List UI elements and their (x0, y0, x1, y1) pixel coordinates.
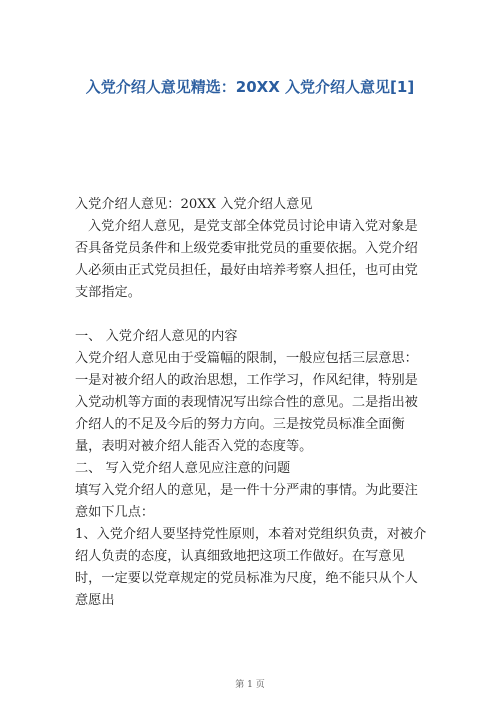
document-title: 入党介绍人意见精选：20XX 入党介绍人意见[1] (85, 78, 415, 96)
section-heading-2: 二、 写入党介绍人意见应注意的问题 (75, 461, 291, 476)
paragraph-point-1: 1、入党介绍人要坚持党性原则，本着对党组织负责，对被介绍人负责的态度，认真细致地把这项工作做好。在写意见时，一定要以党章规定的党员标准为尺度，绝不能只从个人意愿出 (75, 527, 427, 608)
paragraph-content: 入党介绍人意见由于受篇幅的限制，一般应包括三层意思：一是对被介绍人的政治思想，工作学习，作风纪律，特别是入党动机等方面的表现情况写出综合性的意见。二是指出被介绍人的不足及今后的努力方向。三是按党员标准全面衡量，表明对被介绍人能否入党的态度等。 (75, 351, 418, 454)
paragraph-intro: 入党介绍人意见，是党支部全体党员讨论申请入党对象是否具备党员条件和上级党委审批党员的重要依据。入党介绍人必须由正式党员担任，最好由培养考察人担任，也可由党支部指定。 (75, 219, 418, 300)
document-body (75, 194, 429, 612)
section-heading-1: 一、 入党介绍人意见的内容 (75, 329, 238, 344)
page-number: 第 1 页 (235, 680, 265, 690)
paragraph-notice: 填写入党介绍人的意见，是一件十分严肃的事情。为此要注意如下几点： (75, 483, 418, 520)
paragraph-subtitle: 入党介绍人意见：20XX 入党介绍人意见 (75, 197, 313, 212)
